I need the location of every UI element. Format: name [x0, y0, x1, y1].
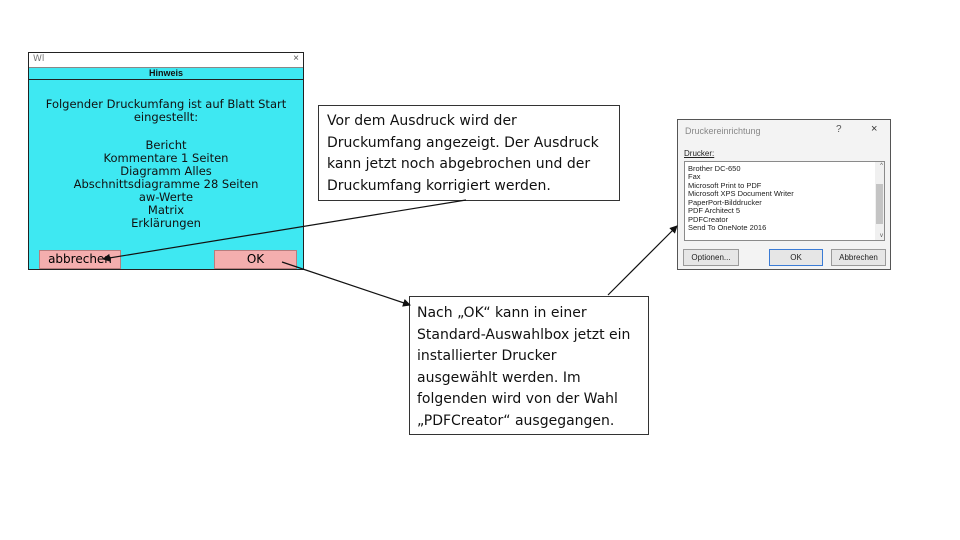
close-icon[interactable]: ×: [871, 123, 878, 135]
printer-option[interactable]: PaperPort-Bilddrucker: [688, 197, 762, 207]
printer-option[interactable]: Microsoft Print to PDF: [688, 180, 762, 190]
hint-scope-item: Bericht: [145, 138, 187, 152]
callout-line: folgenden wird von der Wahl: [417, 391, 618, 407]
callout-line: ausgewählt werden. Im: [417, 369, 581, 386]
hint-scope-item: Kommentare 1 Seiten: [103, 151, 229, 165]
help-icon[interactable]: ?: [836, 124, 842, 135]
callout-line: Vor dem Ausdruck wird der: [327, 113, 517, 129]
hint-scope-item: Erklärungen: [131, 216, 201, 230]
callout-line: „PDFCreator“ ausgegangen.: [417, 412, 615, 429]
printer-option[interactable]: PDF Architect 5: [688, 206, 741, 215]
hint-scope-item: Matrix: [147, 203, 185, 217]
scroll-up-icon[interactable]: ^: [880, 163, 883, 169]
callout-line: Druckumfang angezeigt. Der Ausdruck: [327, 134, 599, 151]
hint-scope-item: aw-Werte: [138, 190, 194, 204]
close-icon[interactable]: ×: [293, 53, 299, 64]
printer-option[interactable]: PDFCreator: [688, 214, 729, 224]
hint-heading: Hinweis: [29, 68, 303, 80]
callout-line: installierter Drucker: [417, 348, 557, 364]
hint-scope-item: Abschnittsdiagramme 28 Seiten: [73, 177, 259, 191]
hint-window-title: Wl: [33, 54, 45, 64]
printer-label: Drucker:: [684, 149, 715, 158]
cancel-button[interactable]: abbrechen: [39, 250, 121, 269]
callout-line: Druckumfang korrigiert werden.: [327, 177, 551, 194]
callout-line: kann jetzt noch abgebrochen und der: [327, 156, 591, 172]
printer-option[interactable]: Fax: [688, 172, 701, 181]
arrow-to-printer-dialog: [608, 226, 677, 295]
printer-dialog-title: Druckereinrichtung: [685, 126, 761, 136]
arrow-to-cancel-button: [103, 200, 466, 259]
scroll-down-icon[interactable]: v: [880, 233, 883, 239]
callout-line: Standard-Auswahlbox jetzt ein: [417, 326, 631, 343]
hint-scope-item: Diagramm Alles: [120, 164, 212, 178]
callout-line: Nach „OK“ kann in einer: [417, 305, 587, 321]
arrow-from-ok-button: [282, 262, 410, 305]
ok-button[interactable]: OK: [214, 250, 297, 269]
hint-message-line: eingestellt:: [133, 110, 199, 124]
printer-option[interactable]: Send To OneNote 2016: [688, 223, 767, 232]
ok-button[interactable]: OK: [769, 249, 823, 266]
options-button[interactable]: Optionen...: [683, 249, 739, 266]
printer-option[interactable]: Brother DC-650: [688, 164, 741, 173]
printer-option[interactable]: Microsoft XPS Document Writer: [688, 189, 794, 198]
cancel-button[interactable]: Abbrechen: [831, 249, 886, 266]
hint-message-line: Folgender Druckumfang ist auf Blatt Start: [45, 97, 287, 111]
